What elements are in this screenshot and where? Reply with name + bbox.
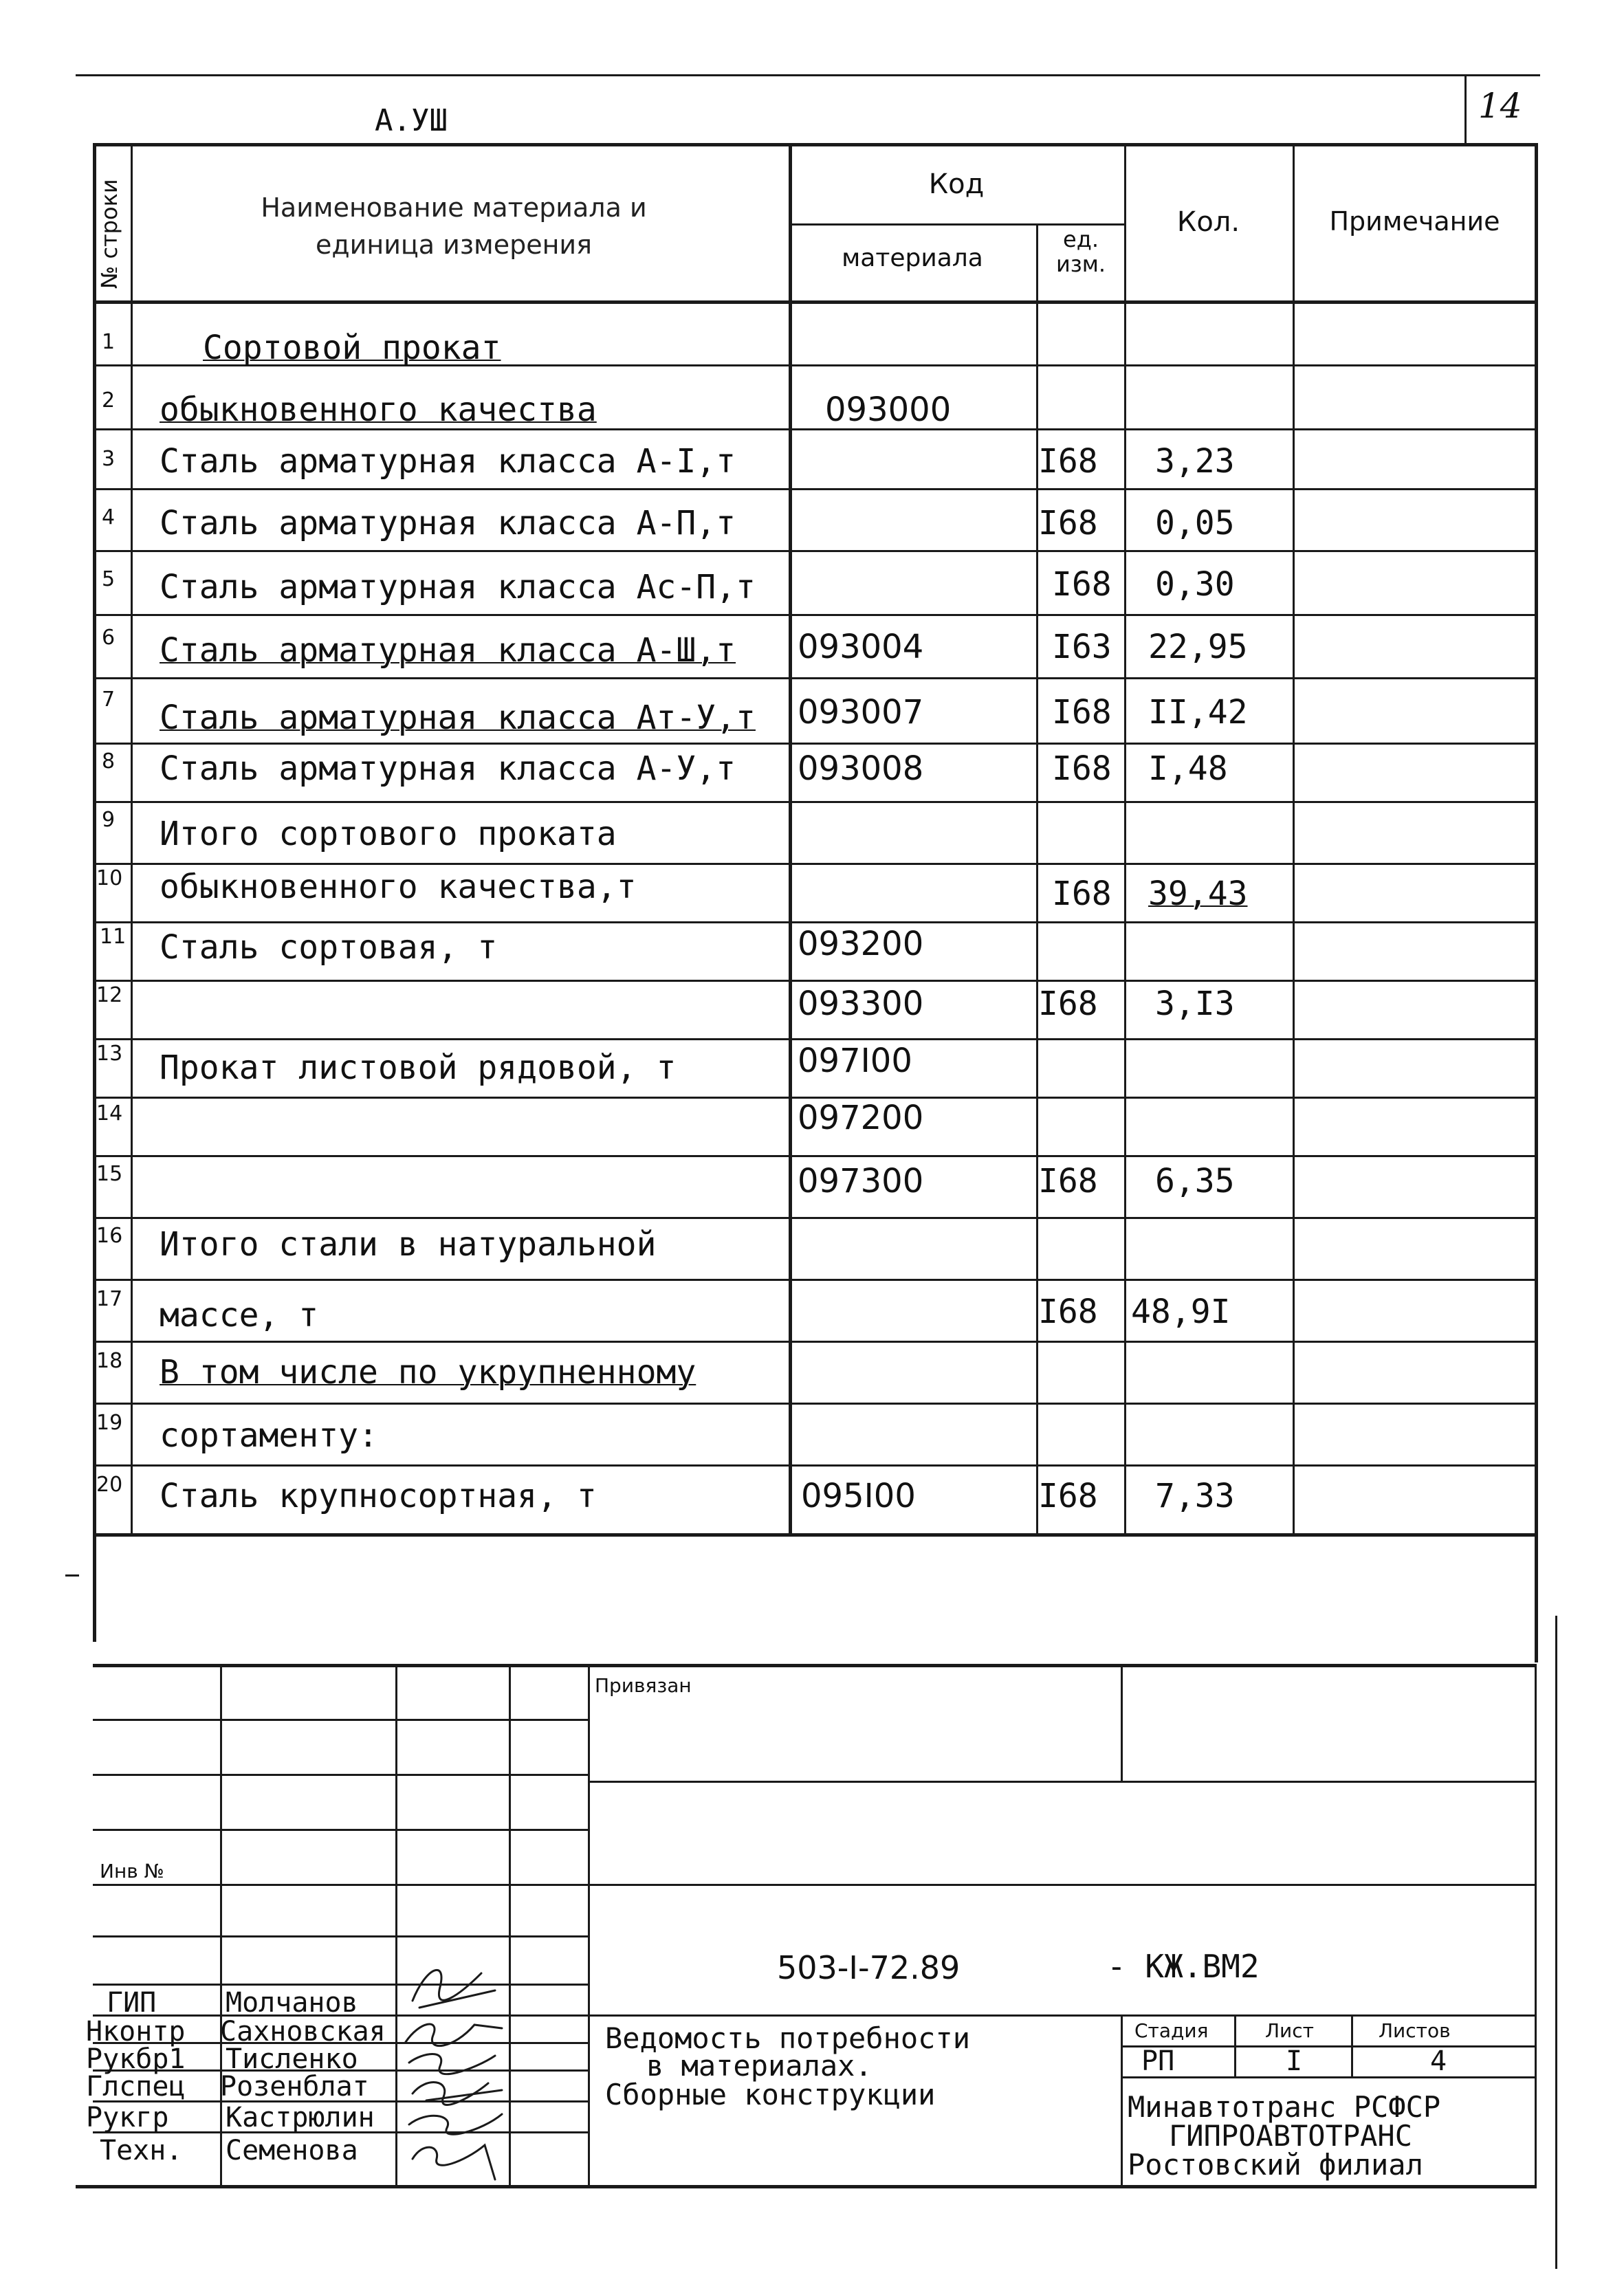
material-name: Сортовой прокат (203, 329, 501, 367)
signature-name: Розенблат (220, 2071, 369, 2102)
document-title-line-1: Ведомость потребности (605, 2021, 971, 2055)
unit-code: I68 (1038, 1477, 1098, 1515)
quantity: 22,95 (1148, 628, 1248, 666)
document-code-number: 503-I-72.89 (777, 1949, 961, 1986)
signature-name: Сахновская (220, 2016, 386, 2047)
material-name: Прокат листовой рядовой, т (160, 1048, 677, 1087)
organization-line-1: Минавтотранс РСФСР (1128, 2090, 1441, 2124)
quantity: 6,35 (1155, 1162, 1235, 1200)
material-code: 093000 (825, 391, 952, 429)
signature-name: Молчанов (226, 1987, 358, 2019)
quantity: 3,I3 (1155, 985, 1235, 1023)
material-code: 093200 (798, 925, 924, 963)
unit-code: I68 (1038, 985, 1098, 1023)
unit-code: I68 (1038, 442, 1098, 481)
material-name: обыкновенного качества (160, 391, 597, 429)
material-name: Итого сортового проката (160, 815, 617, 853)
material-code: 097300 (798, 1162, 924, 1200)
document-code-suffix: - КЖ.ВМ2 (1107, 1948, 1260, 1985)
quantity: 7,33 (1155, 1477, 1235, 1515)
material-code: 093004 (798, 628, 924, 666)
material-code: 093007 (798, 693, 924, 732)
material-code: 097I00 (798, 1042, 912, 1080)
stage-value: РП (1141, 2045, 1175, 2077)
material-code-header: материала (842, 244, 983, 272)
quantity: II,42 (1148, 693, 1248, 732)
document-title-line-3: Сборные конструкции (605, 2078, 936, 2111)
row-number: 9 (102, 808, 116, 832)
material-name: Сталь арматурная класса Ас-П,т (160, 568, 756, 606)
material-name: Сталь арматурная класса Ат-У,т (160, 699, 756, 737)
row-number-header: № строки (96, 179, 122, 289)
material-name: Сталь сортовая, т (160, 928, 498, 967)
unit-code: I68 (1038, 504, 1098, 542)
material-code: 093008 (798, 749, 924, 788)
quantity: 39,43 (1148, 875, 1248, 913)
quantity: 0,30 (1155, 565, 1235, 604)
signature-role: Нконтр (86, 2016, 186, 2047)
album-code: А.УШ (375, 103, 448, 138)
sheet-label: Лист (1265, 2019, 1314, 2042)
material-name: Сталь арматурная класса А-П,т (160, 504, 736, 542)
signature-role: Глспец (86, 2071, 186, 2102)
row-number: 15 (96, 1162, 123, 1186)
signature-name: Кастрюлин (226, 2102, 375, 2133)
quantity: 3,23 (1155, 442, 1235, 481)
quantity: I,48 (1148, 749, 1228, 788)
quantity-header: Кол. (1176, 206, 1240, 238)
row-number: 3 (102, 447, 116, 471)
row-number: 16 (96, 1224, 123, 1248)
material-name: Сталь арматурная класса А-I,т (160, 442, 736, 481)
row-number: 12 (96, 983, 123, 1007)
unit-code: I68 (1052, 693, 1112, 732)
organization-line-3: Ростовский филиал (1128, 2148, 1423, 2182)
row-number: 14 (96, 1101, 123, 1125)
row-number: 20 (96, 1473, 123, 1497)
unit-code: I68 (1052, 565, 1112, 604)
material-code: 095I00 (801, 1477, 916, 1515)
organization-line-2: ГИПРОАВТОТРАНС (1169, 2119, 1413, 2153)
inventory-label: Инв № (100, 1860, 164, 1882)
sheet-value: I (1286, 2045, 1303, 2077)
signature-role: Рукбр1 (86, 2043, 186, 2075)
signature-role: Техн. (100, 2135, 183, 2166)
note-header: Примечание (1329, 206, 1500, 237)
row-number: 1 (102, 330, 116, 354)
quantity: 0,05 (1155, 504, 1235, 542)
row-number: 11 (100, 925, 127, 949)
handwritten-signatures (399, 1953, 523, 2186)
unit-code: I68 (1038, 1162, 1098, 1200)
material-name: Итого стали в натуральной (160, 1225, 657, 1264)
code-header: Код (928, 168, 985, 200)
unit-code: I68 (1052, 749, 1112, 788)
unit-code: I68 (1038, 1293, 1098, 1331)
material-name: Сталь крупносортная, т (160, 1477, 597, 1515)
material-name: обыкновенного качества,т (160, 868, 637, 906)
sheets-label: Листов (1379, 2019, 1451, 2042)
material-name: сортаменту: (160, 1416, 378, 1455)
document-title-line-2: в материалах. (646, 2049, 873, 2083)
sheets-value: 4 (1430, 2045, 1447, 2077)
row-number: 8 (102, 749, 116, 773)
material-name: Сталь арматурная класса А-У,т (160, 749, 736, 788)
bound-label: Привязан (595, 1674, 692, 1697)
name-header: Наименование материала и единица измерения (261, 193, 647, 260)
row-number: 6 (102, 626, 116, 650)
row-number: 4 (102, 505, 116, 529)
material-code: 097200 (798, 1099, 924, 1137)
signature-role: Рукгр (86, 2102, 169, 2133)
material-code: 093300 (798, 985, 924, 1023)
signature-role: ГИП (107, 1987, 157, 2019)
quantity: 48,9I (1131, 1293, 1231, 1331)
unit-code: I68 (1052, 875, 1112, 913)
row-number: 2 (102, 388, 116, 413)
row-number: 7 (102, 688, 116, 712)
document-code (777, 1949, 960, 1986)
stage-label: Стадия (1134, 2019, 1209, 2042)
material-name: Сталь арматурная класса А-Ш,т (160, 631, 736, 670)
page-number: 14 (1478, 86, 1522, 126)
signature-name: Тисленко (226, 2043, 358, 2075)
row-number: 5 (102, 567, 116, 591)
material-name: В том числе по укрупненному (160, 1353, 696, 1392)
signature-name: Семенова (226, 2135, 358, 2166)
row-number: 18 (96, 1349, 123, 1373)
unit-code-header: ед. изм. (1055, 226, 1106, 277)
row-number: 19 (96, 1411, 123, 1435)
row-number: 10 (96, 866, 123, 890)
row-number: 13 (96, 1042, 123, 1066)
row-number: 17 (96, 1287, 123, 1311)
material-name: массе, т (160, 1296, 319, 1335)
unit-code: I63 (1052, 628, 1112, 666)
